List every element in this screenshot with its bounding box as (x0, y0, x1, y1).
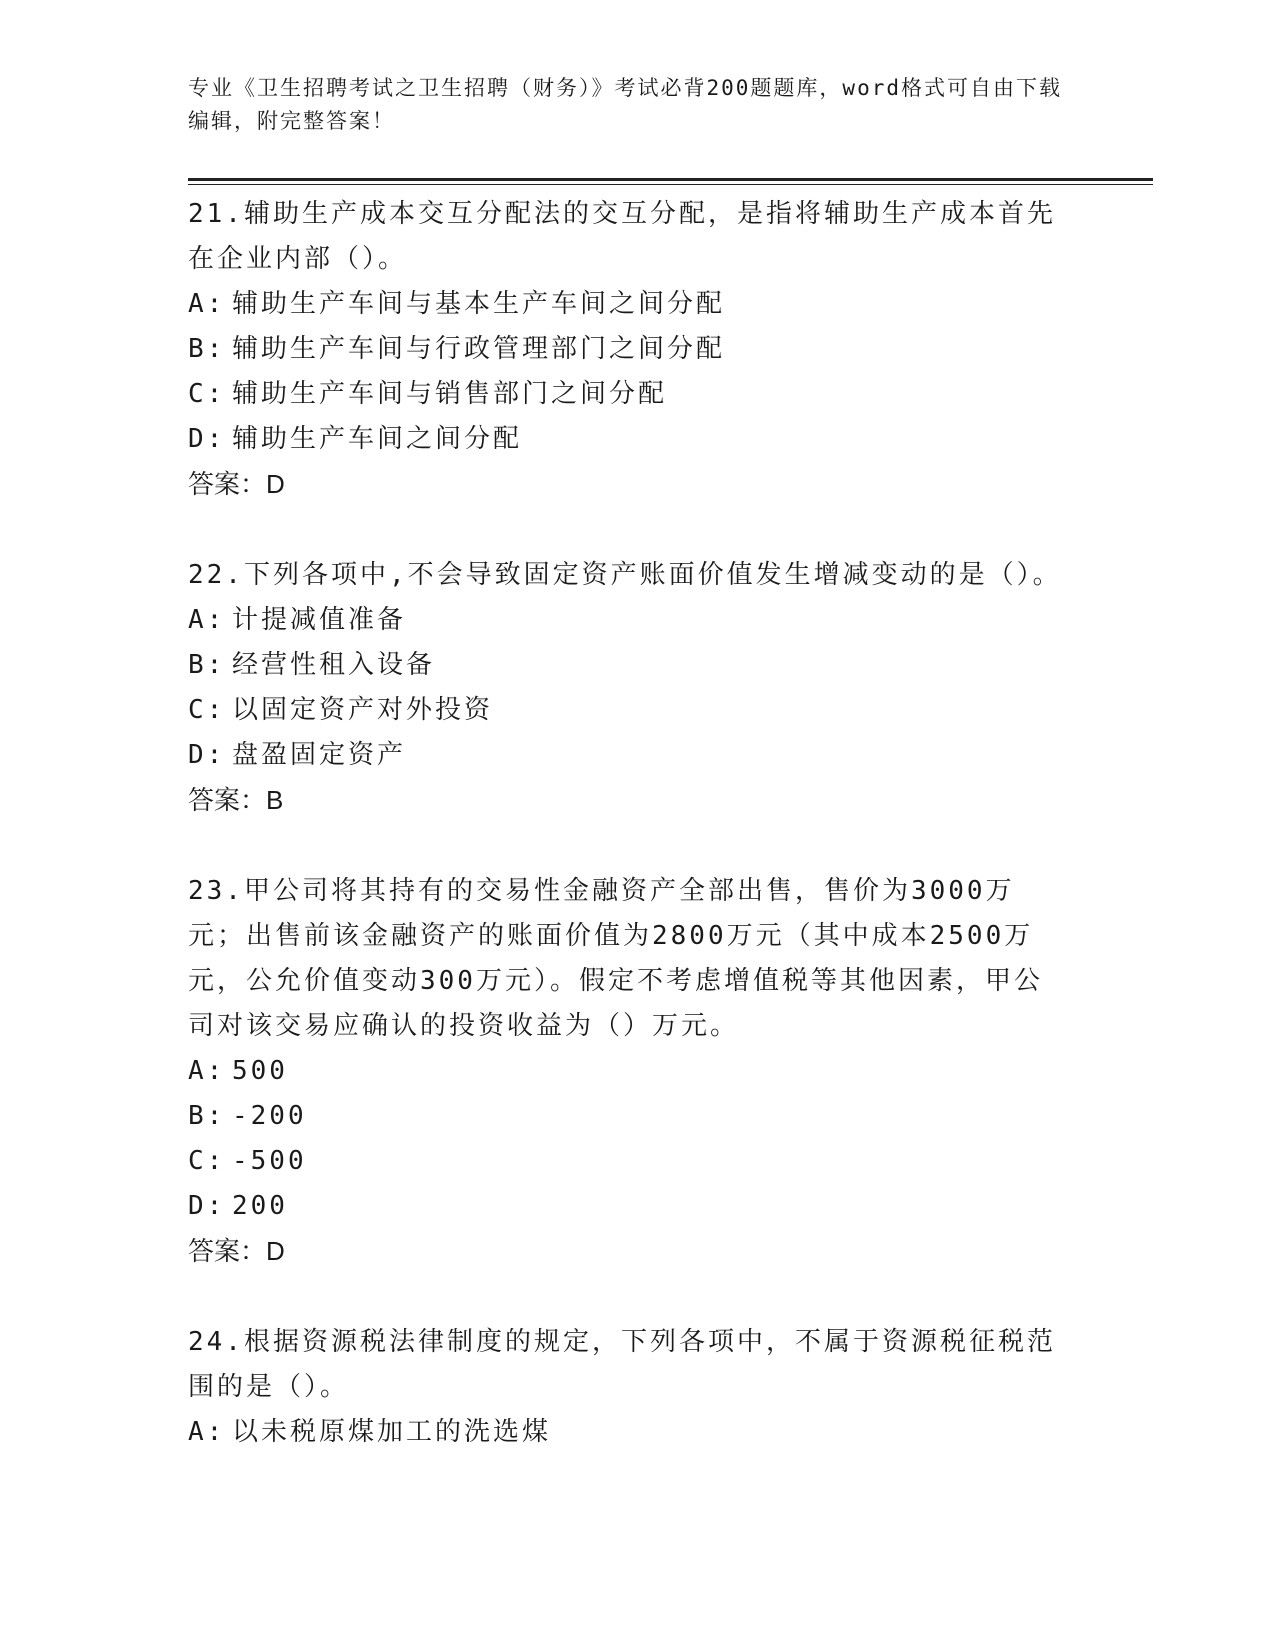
option-b (188, 1094, 1088, 1139)
option-d (188, 1184, 1088, 1229)
option-text: 500 (232, 1056, 288, 1086)
answer-line: 答案：B (188, 785, 284, 815)
option-d (188, 733, 1088, 778)
option-text: 辅助生产车间与基本生产车间之间分配 (232, 289, 726, 319)
option-b (188, 327, 1088, 372)
question-24 (188, 1320, 1088, 1455)
option-a (188, 1049, 1088, 1094)
option-text: -500 (232, 1146, 307, 1176)
option-letter: C: (188, 1146, 226, 1176)
option-c (188, 688, 1088, 733)
option-c (188, 1139, 1088, 1184)
question-stem: 23.甲公司将其持有的交易性金融资产全部出售，售价为3000万元；出售前该金融资产的账面价值为2800万元（其中成本2500万元，公允价值变动300万元）。假定不考虑增值税等其他因素，甲公司对该交易应确认的投资收益为（）万元。 (188, 876, 1043, 1041)
question-stem: 24.根据资源税法律制度的规定，下列各项中，不属于资源税征税范围的是（）。 (188, 1327, 1056, 1402)
option-letter: C: (188, 379, 226, 409)
option-text: 以固定资产对外投资 (232, 695, 494, 725)
option-letter: C: (188, 695, 226, 725)
option-letter: A: (188, 1056, 226, 1086)
answer-line: 答案：D (188, 469, 285, 499)
option-text: 200 (232, 1191, 288, 1221)
option-a (188, 282, 1088, 327)
question-23 (188, 869, 1088, 1274)
header-divider-thin (188, 184, 1153, 185)
option-text: 辅助生产车间与行政管理部门之间分配 (232, 334, 726, 364)
option-text: 盘盈固定资产 (232, 740, 407, 770)
option-text: 计提减值准备 (232, 605, 407, 635)
option-letter: A: (188, 605, 226, 635)
option-letter: B: (188, 650, 226, 680)
option-text: 以未税原煤加工的洗选煤 (232, 1417, 552, 1447)
question-22 (188, 553, 1088, 823)
option-text: 辅助生产车间与销售部门之间分配 (232, 379, 668, 409)
option-text: -200 (232, 1101, 307, 1131)
option-letter: D: (188, 740, 226, 770)
question-list (188, 192, 1088, 1501)
option-a (188, 1410, 1088, 1455)
option-letter: D: (188, 1191, 226, 1221)
option-letter: B: (188, 1101, 226, 1131)
option-letter: A: (188, 1417, 226, 1447)
header-divider-thick (188, 178, 1153, 181)
document-header: 专业《卫生招聘考试之卫生招聘（财务）》考试必背200题题库，word格式可自由下载编辑，附完整答案！ (188, 76, 1062, 133)
option-a (188, 598, 1088, 643)
option-c (188, 372, 1088, 417)
question-21 (188, 192, 1088, 507)
question-stem: 21.辅助生产成本交互分配法的交互分配，是指将辅助生产成本首先在企业内部（）。 (188, 199, 1056, 274)
option-letter: D: (188, 424, 226, 454)
question-stem: 22.下列各项中,不会导致固定资产账面价值发生增减变动的是（）。 (188, 560, 1062, 590)
answer-line: 答案：D (188, 1236, 285, 1266)
option-d (188, 417, 1088, 462)
option-text: 经营性租入设备 (232, 650, 436, 680)
option-letter: A: (188, 289, 226, 319)
option-text: 辅助生产车间之间分配 (232, 424, 523, 454)
option-letter: B: (188, 334, 226, 364)
option-b (188, 643, 1088, 688)
